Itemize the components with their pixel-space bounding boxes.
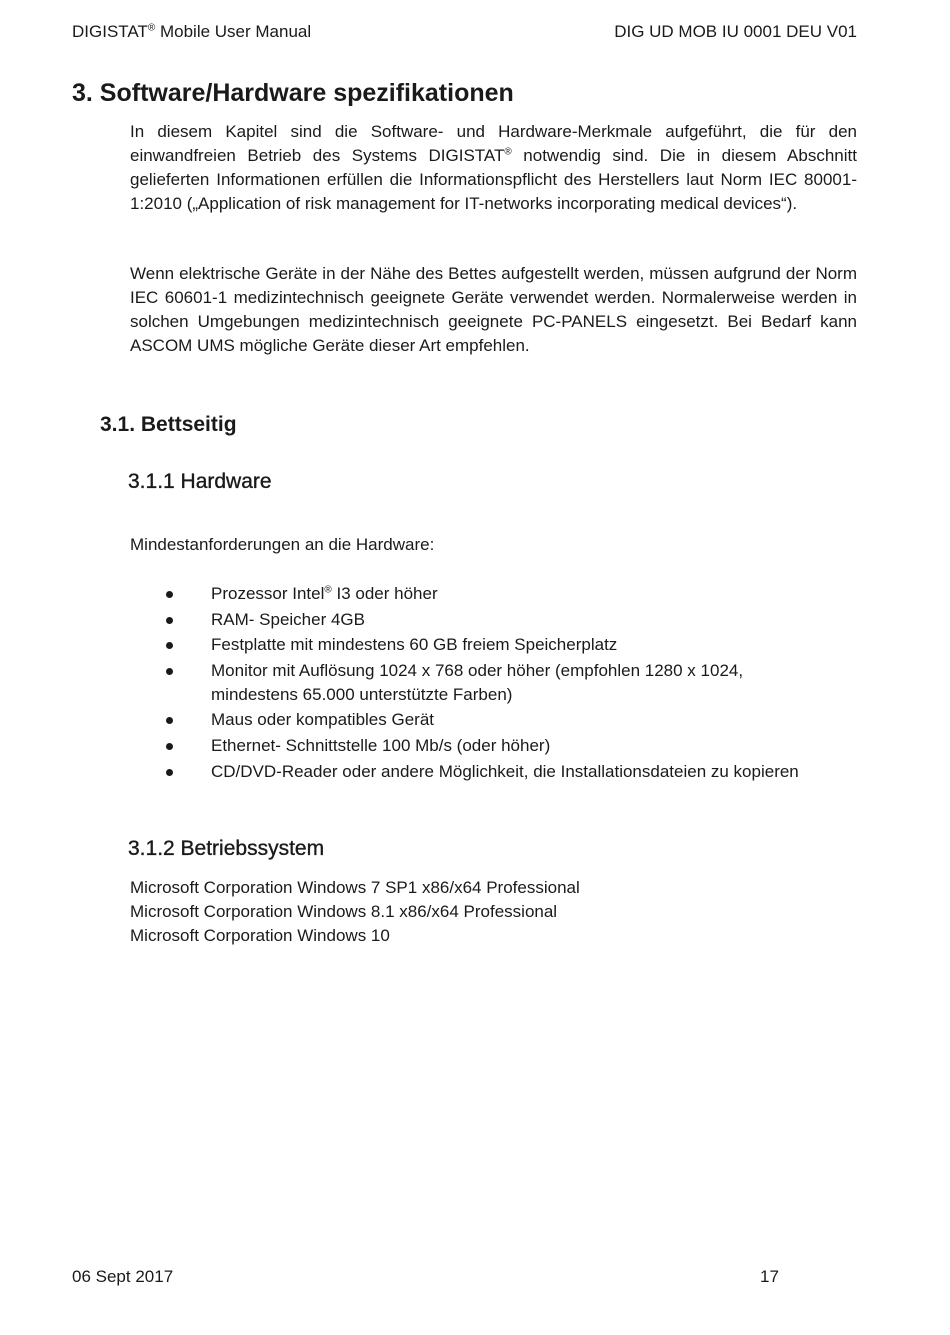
bullet-icon	[166, 591, 173, 598]
os-list-item: Microsoft Corporation Windows 8.1 x86/x64 Professional	[130, 902, 558, 921]
list-item	[130, 734, 830, 758]
list-item	[130, 633, 830, 657]
bedside-devices-paragraph: Wenn elektrische Geräte in der Nähe des Bettes aufgestellt werden, müssen aufgrund der Norm IEC 60601-1 medizintechnisch geeignete Geräte verwendet werden. Normalerweise werden in solchen Umgebungen medizintechnisch geeignete PC-PANELS eingesetzt. Bei Bedarf kann ASCOM UMS mögliche Geräte dieser Art empfehlen.	[130, 264, 857, 355]
list-item-text: Festplatte mit mindestens 60 GB freiem Speicherplatz	[211, 635, 618, 655]
hardware-requirements-list	[130, 582, 830, 785]
subsection-heading: 3.1. Bettseitig	[100, 413, 237, 436]
list-item-text-suffix: I3 oder höher	[331, 584, 438, 603]
list-item	[130, 760, 830, 784]
bullet-icon	[166, 743, 173, 750]
intro-paragraph-part1: In diesem Kapitel sind die Software- und Hardware-Merkmale aufgeführt, die für den einwandfreien Betrieb des Systems DIGISTAT	[130, 122, 857, 165]
list-item-text: Maus oder kompatibles Gerät	[211, 710, 434, 730]
bullet-icon	[166, 668, 173, 675]
footer-date: 06 Sept 2017	[72, 1267, 174, 1286]
list-item-text: Prozessor Intel	[211, 584, 325, 603]
bullet-icon	[166, 717, 173, 724]
footer-page-number: 17	[760, 1267, 779, 1286]
bullet-icon	[166, 769, 173, 776]
list-item	[130, 582, 830, 606]
os-list	[130, 876, 580, 948]
bullet-icon	[166, 617, 173, 624]
list-item	[130, 708, 830, 732]
registered-mark: ®	[324, 584, 332, 596]
list-item	[130, 659, 830, 707]
hardware-intro: Mindestanforderungen an die Hardware:	[130, 535, 435, 554]
bullet-icon	[166, 642, 173, 649]
os-heading: 3.1.2 Betriebssystem	[128, 837, 325, 860]
intro-paragraph-part2: notwendig sind. Die in diesem Abschnitt gelieferten Informationen erfüllen die Informationspflicht des Herstellers laut Norm IEC 80001-1:2010 („Application of risk management for IT-networks incorporating medical devices“).	[130, 146, 857, 213]
list-item-text: CD/DVD-Reader oder andere Möglichkeit, die Installationsdateien zu kopieren	[211, 761, 799, 781]
header-manual-name: Mobile User Manual	[155, 22, 312, 41]
os-list-item: Microsoft Corporation Windows 10	[130, 926, 390, 945]
os-list-item: Microsoft Corporation Windows 7 SP1 x86/x64 Professional	[130, 878, 580, 897]
list-item-text: Ethernet- Schnittstelle 100 Mb/s (oder höher)	[211, 735, 551, 755]
intro-registered-mark: ®	[504, 146, 512, 158]
intro-paragraph	[130, 120, 857, 216]
running-header-title	[72, 22, 311, 42]
list-item-text: Monitor mit Auflösung 1024 x 768 oder höher (empfohlen 1280 x 1024, mindestens 65.000 unterstützte Farben)	[211, 660, 744, 704]
hardware-heading: 3.1.1 Hardware	[128, 470, 272, 493]
header-product-name: DIGISTAT	[72, 22, 148, 41]
list-item	[130, 608, 830, 632]
list-item-text: RAM- Speicher 4GB	[211, 609, 365, 629]
running-header-doc-id: DIG UD MOB IU 0001 DEU V01	[614, 22, 857, 41]
header-registered-mark: ®	[147, 22, 156, 34]
section-heading: 3. Software/Hardware spezifikationen	[72, 79, 514, 107]
